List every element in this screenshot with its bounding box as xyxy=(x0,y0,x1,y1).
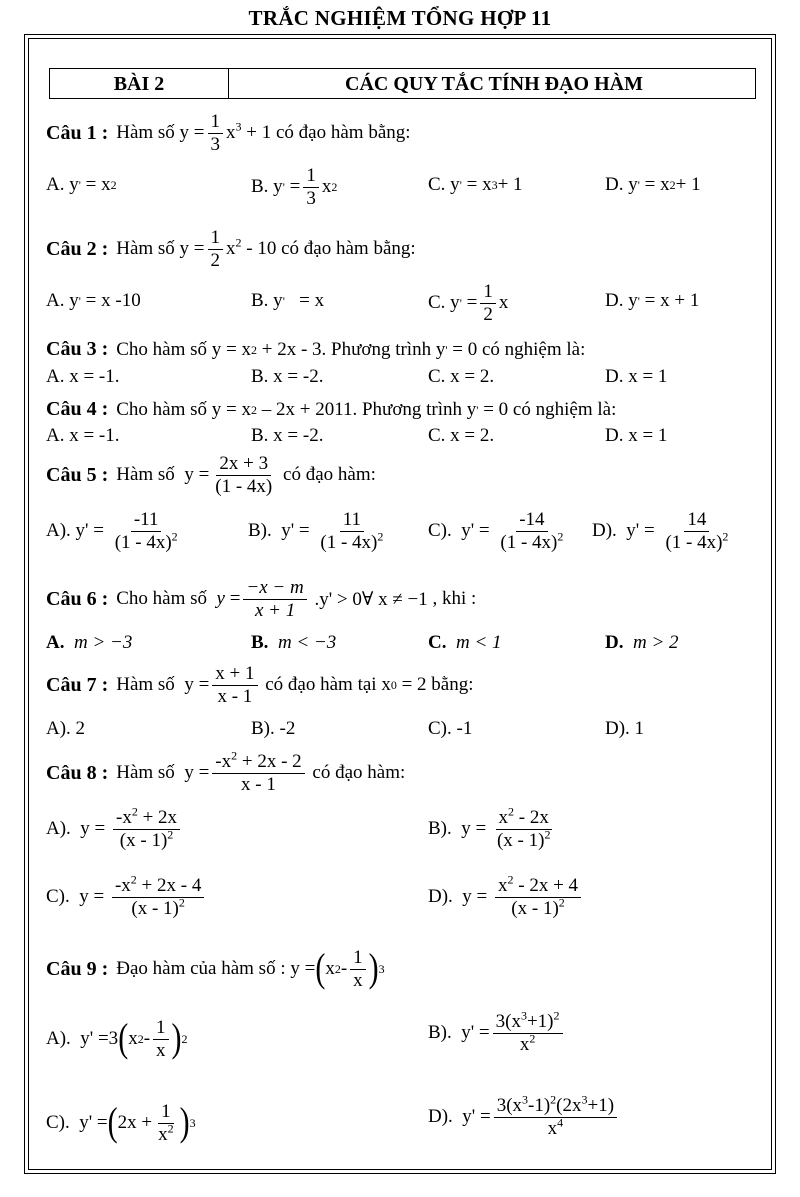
question-label: Câu 7 : xyxy=(46,673,109,696)
answer-d[interactable]: D). y' = $\frac{3(x^3-1)^2(2x^3+1)}{x^4}$ xyxy=(428,1096,620,1139)
answer-b[interactable]: B. m < −3 xyxy=(251,632,337,653)
answer-b[interactable]: B. x = -2. xyxy=(251,366,324,387)
answer-c[interactable]: C. x = 2. xyxy=(428,425,495,446)
fraction: $\frac{x + 1}{x - 1}$ xyxy=(212,664,257,707)
answer-c[interactable]: C. x = 2. xyxy=(428,366,495,387)
answer-b[interactable]: B). y = $\frac{x^2 - 2x}{(x - 1)^2}$ xyxy=(428,804,551,851)
question-8: Câu 8 : Hàm số y = $\frac{-x^2 + 2x - 2}{x - 1}$ có đạo hàm: xyxy=(46,748,406,795)
question-1: Câu 1 : Hàm số y = $\frac{1}{3}$ $x^3 + 1$ có đạo hàm bằng: xyxy=(46,111,411,155)
question-label: Câu 2 : xyxy=(46,237,109,260)
answer-a[interactable]: A). y' =3 ( x 2 - $\frac{1}{x}$ ) 2 xyxy=(46,1016,188,1062)
answer-d[interactable]: D. y ' = x + 1 xyxy=(605,290,700,311)
answer-a[interactable]: A). y = $\frac{-x^2 + 2x}{(x - 1)^2}$ xyxy=(46,808,183,851)
answer-d[interactable]: D. x = 1 xyxy=(605,366,668,387)
question-5: Câu 5 : Hàm số y = $\frac{2x + 3}{(1 - 4x)}$ có đạo hàm: xyxy=(46,453,376,497)
answer-c[interactable]: C). y' = $\frac{-14}{(1 - 4x)^2}$ xyxy=(428,509,564,553)
answer-d[interactable]: D). 1 xyxy=(605,718,645,739)
question-label: Câu 3 : xyxy=(46,338,109,360)
question-7: Câu 7 : Hàm số y = $\frac{x + 1}{x - 1}$ có đạo hàm tại x 0 = 2 bằng: xyxy=(46,663,474,707)
question-label: Câu 4 : xyxy=(46,398,109,420)
answer-a[interactable]: A. x = -1. xyxy=(46,425,120,446)
answer-b[interactable]: B. y ' = $\frac{1}{3}$ x 2 xyxy=(251,165,338,209)
answer-d[interactable]: D. m > 2 xyxy=(605,632,679,653)
question-label: Câu 9 : xyxy=(46,957,109,980)
answer-c[interactable]: C). -1 xyxy=(428,718,473,739)
question-label: Câu 6 : xyxy=(46,587,109,610)
question-2: Câu 2 : Hàm số y = $\frac{1}{2}$ $x^2 - 10$ có đạo hàm bằng: xyxy=(46,227,416,271)
answer-a[interactable]: A. y ' = x 2 xyxy=(46,174,117,195)
lesson-title: CÁC QUY TẮC TÍNH ĐẠO HÀM xyxy=(345,73,643,95)
answer-d[interactable]: D). y = $\frac{x^2 - 2x + 4}{(x - 1)^2}$ xyxy=(428,876,584,919)
fraction: $\frac{1}{3}$ xyxy=(208,112,224,155)
answer-d[interactable]: D. x = 1 xyxy=(605,425,668,446)
answer-c[interactable]: C. m < 1 xyxy=(428,632,502,653)
answer-a[interactable]: A. x = -1. xyxy=(46,366,120,387)
answer-a[interactable]: A. m > −3 xyxy=(46,632,133,653)
lesson-header xyxy=(49,68,756,99)
answer-c[interactable]: C. y ' = $\frac{1}{2}$ x xyxy=(428,281,509,325)
question-label: Câu 5 : xyxy=(46,463,109,486)
answer-c[interactable]: C). y = $\frac{-x^2 + 2x - 4}{(x - 1)^2}$ xyxy=(46,876,207,919)
answer-b[interactable]: B). y' = $\frac{3(x^3+1)^2}{x^2}$ xyxy=(428,1012,566,1055)
fraction: $\frac{-x - m}{x + 1}$ xyxy=(243,578,306,621)
answer-b[interactable]: B). -2 xyxy=(251,718,296,739)
lesson-number: BÀI 2 xyxy=(50,69,229,98)
answer-a[interactable]: A. y ' = x -10 xyxy=(46,290,141,311)
answer-c[interactable]: C. y ' = x 3 + 1 xyxy=(428,174,523,195)
question-3: Câu 3 : Cho hàm số y = x 2 + 2x - 3. Phương trình y ' = 0 có nghiệm là: xyxy=(46,338,586,360)
question-6: Câu 6 : Cho hàm số y = $\frac{-x - m}{x + 1}$ .y' > 0∀ x ≠ −1 , khi : xyxy=(46,577,477,621)
answer-d[interactable]: D). y' = $\frac{14}{(1 - 4x)^2}$ xyxy=(592,509,729,553)
answer-c[interactable]: C). y' = ( 2x + $\frac{1}{x^2}$ ) 3 xyxy=(46,1100,196,1146)
question-label: Câu 8 : xyxy=(46,761,109,784)
fraction: $\frac{-x^2 + 2x - 2}{x - 1}$ xyxy=(212,752,304,795)
question-label: Câu 1 : xyxy=(46,121,109,144)
answer-a[interactable]: A). y' = $\frac{-11}{(1 - 4x)^2}$ xyxy=(46,509,178,553)
question-4: Câu 4 : Cho hàm số y = x 2 – 2x + 2011. Phương trình y ' = 0 có nghiệm là: xyxy=(46,398,617,420)
answer-a[interactable]: A). 2 xyxy=(46,718,86,739)
answer-b[interactable]: B. x = -2. xyxy=(251,425,324,446)
answer-b[interactable]: B. y ' = x xyxy=(251,290,325,311)
page-title: TRẮC NGHIỆM TỔNG HỢP 11 xyxy=(248,6,552,30)
fraction: $\frac{2x + 3}{(1 - 4x)}$ xyxy=(215,453,273,497)
fraction: $\frac{1}{2}$ xyxy=(208,228,224,271)
answer-d[interactable]: D. y ' = x 2 + 1 xyxy=(605,174,701,195)
answer-b[interactable]: B). y' = $\frac{11}{(1 - 4x)^2}$ xyxy=(248,509,384,553)
question-9: Câu 9 : Đạo hàm của hàm số : y = ( x 2 - $\frac{1}{x}$ ) 3 xyxy=(46,946,385,992)
